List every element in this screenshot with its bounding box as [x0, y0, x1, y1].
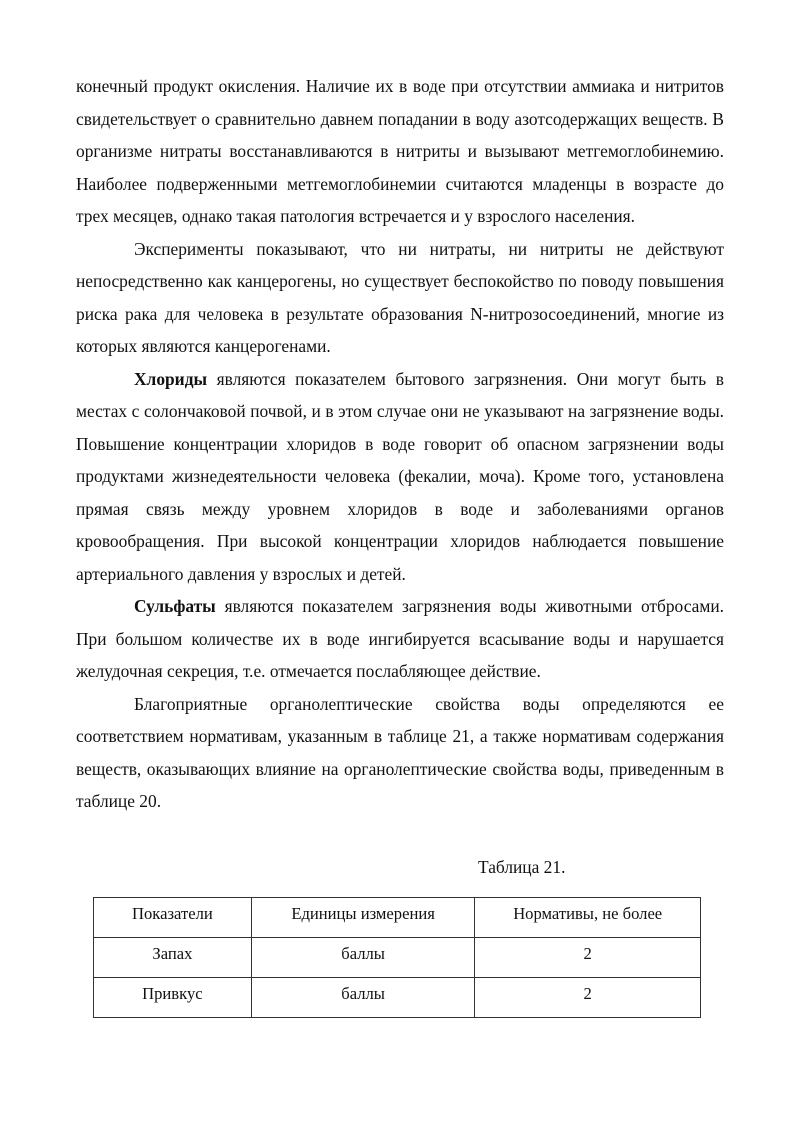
table-header-row — [94, 898, 701, 938]
paragraph-experiments: Эксперименты показывают, что ни нитраты, ни нитриты не действуют непосредственно как канцерогены, но существует беспокойство по поводу повышения риска рака для человека в результате образования N-нитрозосоединений, многие из которых являются канцерогенами. — [76, 238, 724, 356]
header-cell: Нормативы, не более — [475, 898, 701, 938]
paragraph-sulfates-text: являются показателем загрязнения воды животными отбросами. При большом количестве их в воде ингибируется всасывание воды и нарушается желудочная секреция, т.е. отмечается послабляющее действие. — [76, 596, 724, 681]
table-caption: Таблица 21. — [478, 857, 566, 877]
table-cell: 2 — [475, 978, 701, 1018]
paragraph-chlorides-text: являются показателем бытового загрязнения. Они могут быть в местах с солончаковой почвой, и в этом случае они не указывают на загрязнение воды. Повышение концентрации хлоридов в воде говорит об опасном загрязнении воды продуктами жизнедеятельности человека (фекалии, моча). Кроме того, установлена прямая связь между уровнем хлоридов в воде и заболеваниями органов кровообращения. При высокой концентрации хлоридов наблюдается повышение артериального давления у взрослых и детей. — [76, 368, 724, 584]
body-text — [76, 70, 724, 818]
paragraph-sulfates — [76, 590, 724, 688]
table-cell: Запах — [94, 938, 252, 978]
header-cell: Единицы измерения — [251, 898, 475, 938]
term-chlorides: Хлориды — [134, 368, 208, 389]
table-row — [94, 978, 701, 1018]
norms-table — [93, 897, 701, 1018]
paragraph-organoleptic: Благоприятные органолептические свойства воды определяются ее соответствием нормативам, указанным в таблице 21, а также нормативам содержания веществ, оказывающих влияние на органолептические свойства воды, приведенным в таблице 20. — [76, 693, 724, 811]
paragraph-nitrates-continued: конечный продукт окисления. Наличие их в воде при отсутствии аммиака и нитритов свидетельствует о сравнительно давнем попадании в воду азотсодержащих веществ. В организме нитраты восстанавливаются в нитриты и вызывают метгемоглобинемию. Наиболее подверженными метгемоглобинемии считаются младенцы в возрасте до трех месяцев, однако такая патология встречается и у взрослого населения. — [76, 76, 724, 226]
table-cell: Привкус — [94, 978, 252, 1018]
table-cell: 2 — [475, 938, 701, 978]
term-sulfates: Сульфаты — [134, 596, 216, 616]
paragraph-chlorides — [76, 363, 724, 591]
header-cell: Показатели — [94, 898, 252, 938]
table-cell: баллы — [251, 978, 475, 1018]
table-row — [94, 938, 701, 978]
table-cell: баллы — [251, 938, 475, 978]
